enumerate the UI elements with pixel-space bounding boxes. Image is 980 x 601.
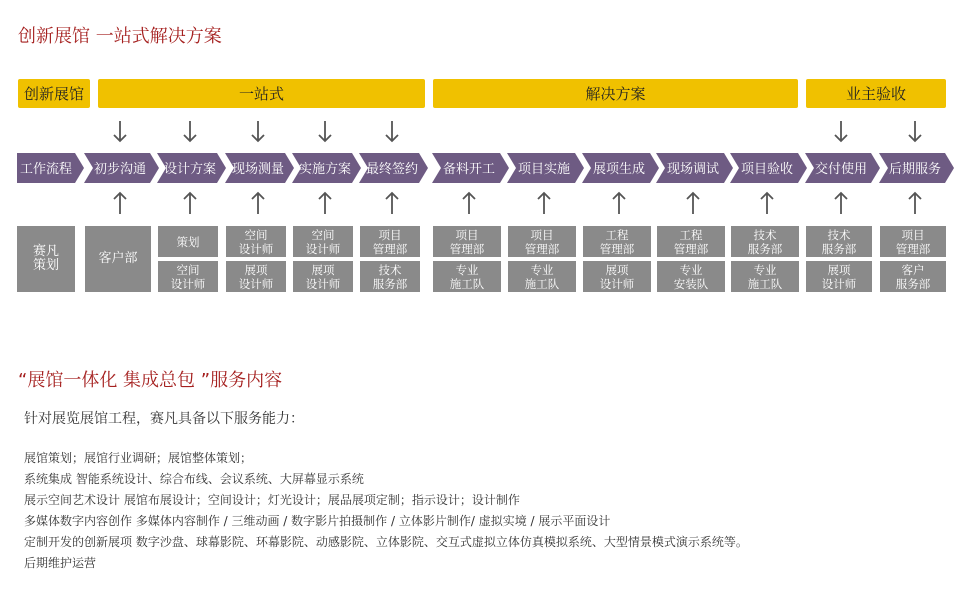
responsible-box: 策划 [158,226,218,257]
down-arrow-icon [909,121,921,141]
service-item: 后期维护运营 [24,556,97,570]
step-label: 工作流程 [19,162,73,177]
up-arrow-icon [463,193,475,214]
flow-step [17,153,84,183]
responsible-box: 展项 设计师 [583,261,651,292]
phase-bar: 一站式 [98,79,425,108]
flow-step [656,153,733,183]
responsible-box: 展项 设计师 [806,261,872,292]
step-label: 交付使用 [814,162,868,177]
flow-step [805,153,880,183]
responsible-box: 空间 设计师 [293,226,353,257]
responsible-box: 客户部 [85,226,151,292]
responsible-box: 技术 服务部 [360,261,420,292]
step-label: 现场测量 [231,162,285,177]
responsible-box: 客户 服务部 [880,261,946,292]
step-label: 备料开工 [442,162,496,177]
responsible-box: 赛凡 策划 [17,226,75,292]
up-arrow-icon [319,193,331,214]
down-arrow-icon [184,121,196,141]
up-arrow-icon [613,193,625,214]
flow-step [730,153,807,183]
step-label: 后期服务 [888,162,942,177]
responsible-box: 展项 设计师 [226,261,286,292]
responsible-box: 空间 设计师 [226,226,286,257]
flow-step [507,153,584,183]
responsible-box: 项目 管理部 [433,226,501,257]
phase-bar: 创新展馆 [18,79,90,108]
down-arrow-icon [252,121,264,141]
up-arrow-icon [252,193,264,214]
flow-step [359,153,428,183]
flow-step [225,153,294,183]
down-arrow-icon [386,121,398,141]
service-list [24,448,748,574]
step-label: 实施方案 [298,162,352,177]
service-item: 展馆策划；展馆行业调研；展馆整体策划； [24,451,253,465]
flow-step [432,153,509,183]
up-arrow-icon [386,193,398,214]
flow-step [84,153,159,183]
flow-step [582,153,659,183]
responsible-box: 技术 服务部 [731,226,799,257]
service-title: “展馆一体化 集成总包 ”服务内容 [18,370,283,391]
step-label: 项目实施 [517,162,571,177]
service-item: 定制开发的创新展项 数字沙盘、球幕影院、环幕影院、动感影院、立体影院、交互式虚拟立体仿真模拟系统、大型情景模式演示系统等。 [24,535,748,549]
responsible-box: 专业 施工队 [433,261,501,292]
responsible-box: 专业 施工队 [731,261,799,292]
responsible-box: 项目 管理部 [508,226,576,257]
responsible-box: 空间 设计师 [158,261,218,292]
responsible-box: 项目 管理部 [360,226,420,257]
down-arrow-icon [114,121,126,141]
flow-step [157,153,226,183]
service-intro: 针对展览展馆工程，赛凡具备以下服务能力： [24,411,304,427]
service-item: 多媒体数字内容创作 多媒体内容制作 / 三维动画 / 数字影片拍摄制作 / 立体影片制作/ 虚拟实境 / 展示平面设计 [24,514,611,528]
down-arrow-icon [835,121,847,141]
up-arrow-icon [835,193,847,214]
service-item: 展示空间艺术设计 展馆布展设计；空间设计；灯光设计；展品展项定制；指示设计；设计制作 [24,493,520,507]
down-arrow-icon [319,121,331,141]
responsible-box: 专业 施工队 [508,261,576,292]
service-item: 系统集成 智能系统设计、综合布线、会议系统、大屏幕显示系统 [24,472,364,486]
phase-bar: 业主验收 [806,79,946,108]
up-arrow-icon [761,193,773,214]
step-label: 现场调试 [666,162,720,177]
up-arrow-icon [909,193,921,214]
up-arrow-icon [184,193,196,214]
phase-bar: 解决方案 [433,79,798,108]
step-label: 初步沟通 [93,162,147,177]
step-label: 项目验收 [740,162,794,177]
up-arrow-icon [687,193,699,214]
flow-step [292,153,361,183]
up-arrow-icon [538,193,550,214]
step-label: 设计方案 [163,162,217,177]
responsible-box: 专业 安装队 [657,261,725,292]
responsible-box: 项目 管理部 [880,226,946,257]
page-title: 创新展馆 一站式解决方案 [18,26,222,47]
step-label: 最终签约 [365,162,419,177]
up-arrow-icon [114,193,126,214]
responsible-box: 展项 设计师 [293,261,353,292]
flow-step [879,153,954,183]
responsible-box: 工程 管理部 [583,226,651,257]
step-label: 展项生成 [592,162,646,177]
responsible-box: 技术 服务部 [806,226,872,257]
responsible-box: 工程 管理部 [657,226,725,257]
